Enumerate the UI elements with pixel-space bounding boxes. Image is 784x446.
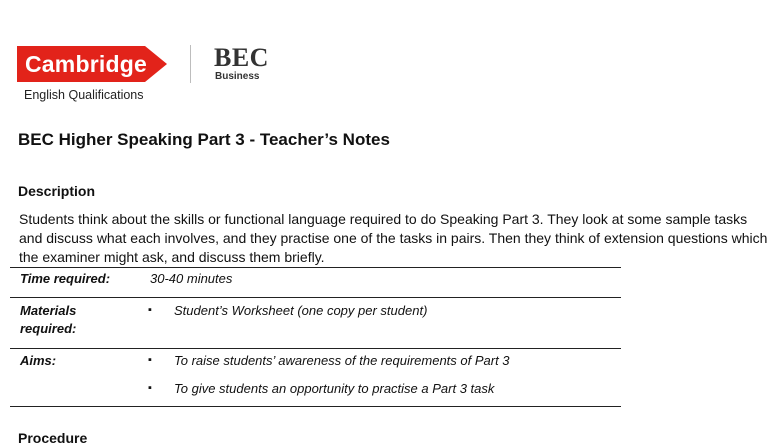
- table-divider: [10, 297, 621, 298]
- aims-item: To raise students’ awareness of the requirements of Part 3: [174, 353, 510, 368]
- table-divider: [10, 348, 621, 349]
- description-heading: Description: [18, 183, 96, 199]
- procedure-heading: Procedure: [18, 430, 88, 446]
- materials-item: Student’s Worksheet (one copy per student): [174, 303, 428, 318]
- page-title: BEC Higher Speaking Part 3 - Teacher’s Notes: [18, 130, 390, 149]
- logo-divider: [190, 45, 191, 83]
- time-label: Time required:: [20, 271, 111, 286]
- time-value: 30-40 minutes: [150, 271, 233, 286]
- cambridge-subtitle: English Qualifications: [24, 88, 144, 102]
- aims-item: To give students an opportunity to practise a Part 3 task: [174, 381, 495, 396]
- bec-wordmark: BEC: [214, 43, 269, 72]
- cambridge-wordmark: Cambridge: [25, 51, 147, 77]
- aims-label: Aims:: [20, 353, 57, 368]
- bullet-icon: ▪: [148, 304, 152, 316]
- materials-label-line2: required:: [20, 321, 77, 336]
- table-divider: [10, 267, 621, 268]
- table-divider: [10, 406, 621, 407]
- bullet-icon: ▪: [148, 382, 152, 394]
- materials-label-line1: Materials: [20, 303, 77, 318]
- description-text: Students think about the skills or functional language required to do Speaking Part 3. They look at some sample tasks and discuss what each involves, and they practise one of the tasks in pairs. Then they think of extension questions which the examiner might ask, and discuss them briefly.: [19, 211, 768, 265]
- bullet-icon: ▪: [148, 354, 152, 366]
- bec-subtitle: Business: [215, 71, 260, 82]
- cambridge-logo: [17, 46, 167, 82]
